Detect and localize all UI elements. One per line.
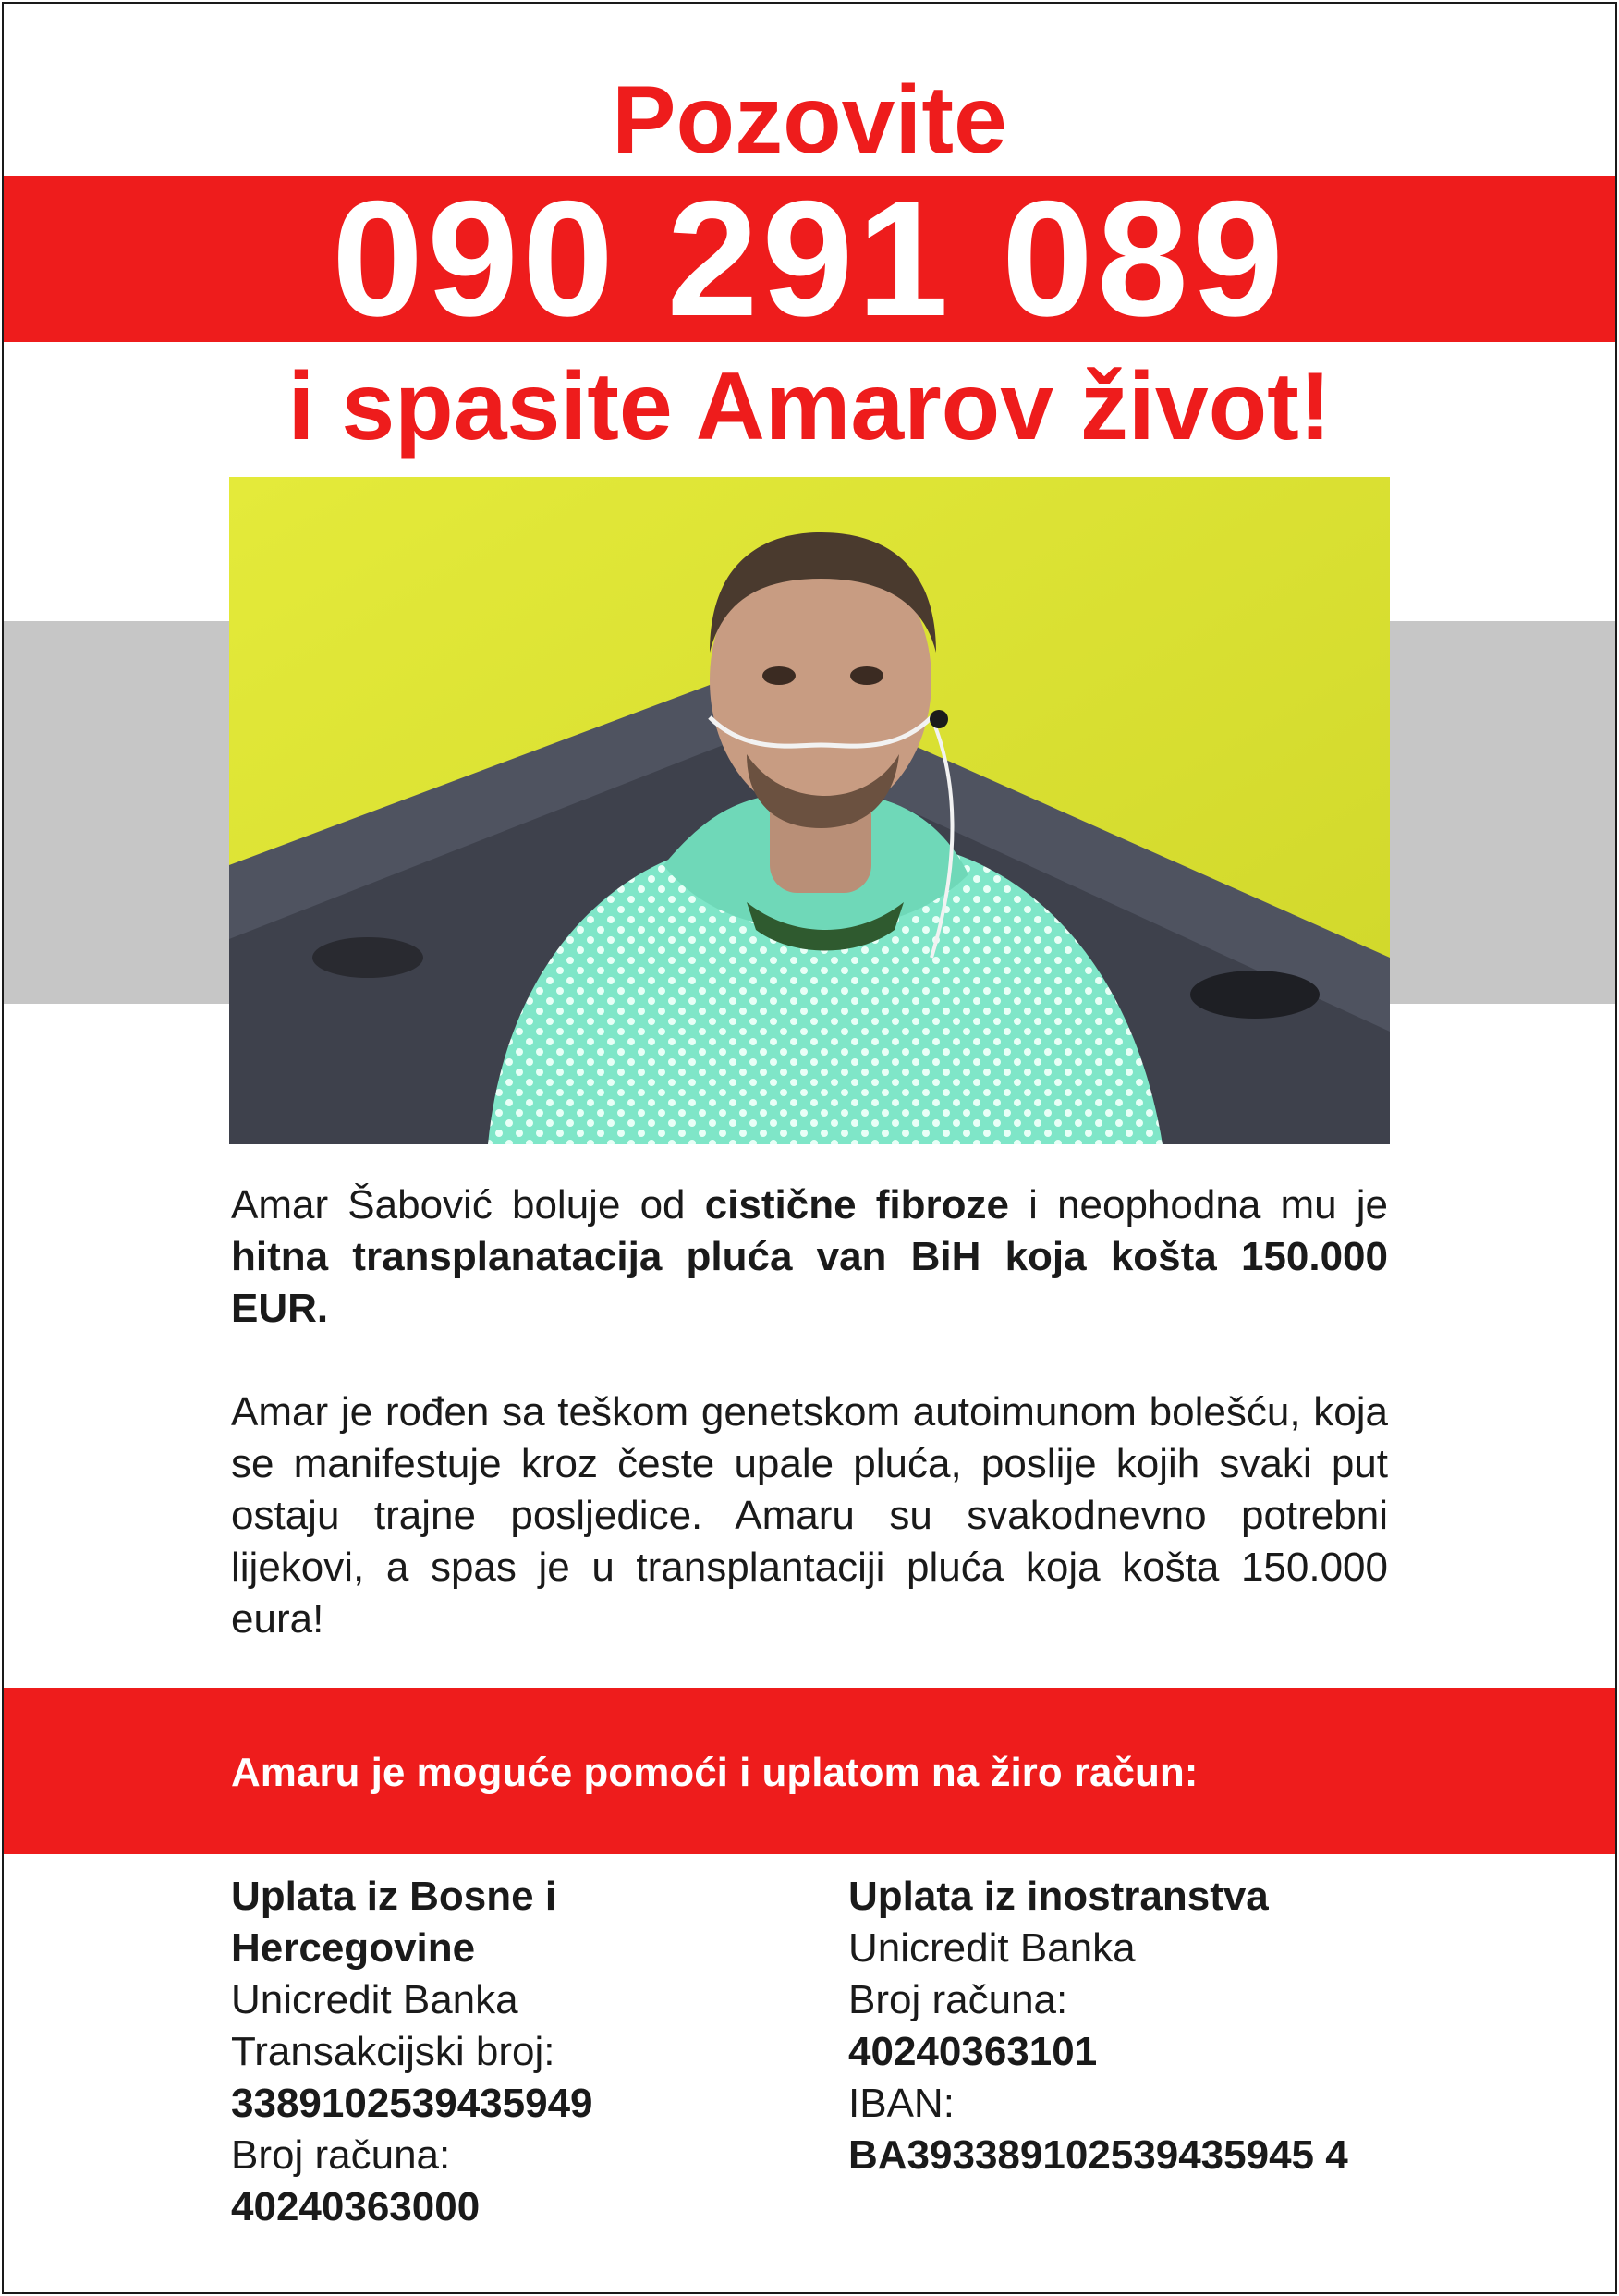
portrait-photo [229, 477, 1390, 1144]
abroad-iban-label: IBAN: [848, 2081, 955, 2126]
bih-account-number: 40240363000 [231, 2184, 481, 2229]
bih-title-line2: Hercegovine [231, 1925, 476, 1971]
story-paragraph: Amar je rođen sa teškom genetskom autoimunom bolešću, koja se manifestuje kroz česte upale pluća, poslije kojih svaki put ostaju trajne posljedice. Amaru su svakodnevno potrebni lijekovi, a spas je u transplantaciji pluća koja košta 150.000 eura! [231, 1389, 1388, 1642]
intro-text-2: i neophodna mu je [1008, 1182, 1389, 1227]
abroad-account-number: 40240363101 [848, 2029, 1098, 2074]
bih-title-line1: Uplata iz Bosne i [231, 1874, 557, 1919]
phone-number: 090 291 089 [332, 166, 1287, 350]
headline-save-life: i spasite Amarov život! [287, 353, 1332, 460]
intro-bold-transplant: hitna transplanatacija pluća van BiH koja košta 150.000 EUR. [231, 1234, 1388, 1331]
abroad-bank: Unicredit Banka [848, 1925, 1136, 1971]
intro-paragraph [231, 1179, 1388, 1335]
donate-bih-column [231, 1871, 804, 2233]
bih-transaction-label: Transakcijski broj: [231, 2029, 555, 2074]
intro-text-1: Amar Šabović boluje od [231, 1182, 705, 1227]
donate-abroad-column [848, 1871, 1551, 2181]
donate-banner-text: Amaru je moguće pomoći i uplatom na žiro račun: [231, 1750, 1199, 1795]
portrait-illustration [229, 477, 1390, 1144]
bih-transaction-number: 3389102539435949 [231, 2081, 593, 2126]
headline-call: Pozovite [612, 67, 1007, 174]
bih-account-label: Broj računa: [231, 2132, 451, 2178]
abroad-iban-number: BA393389102539435945 4 [848, 2132, 1348, 2178]
intro-bold-diagnosis: cistične fibroze [704, 1182, 1009, 1227]
abroad-title: Uplata iz inostranstva [848, 1874, 1269, 1919]
bih-bank: Unicredit Banka [231, 1977, 518, 2022]
abroad-account-label: Broj računa: [848, 1977, 1068, 2022]
